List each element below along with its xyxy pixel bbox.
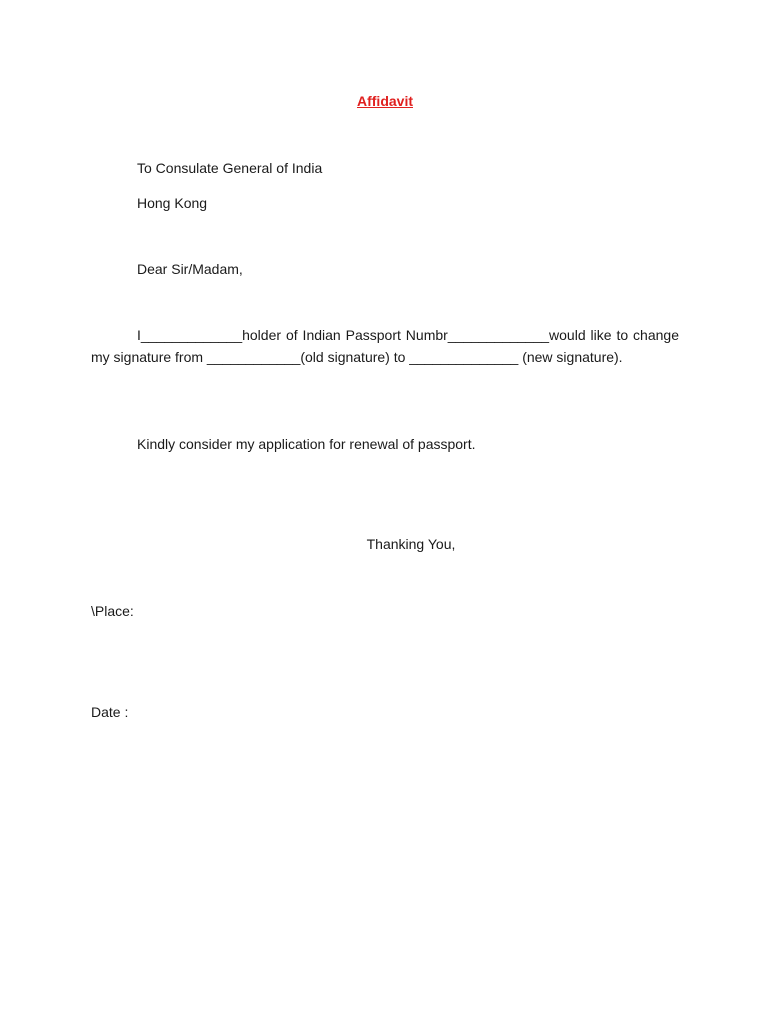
place-label: \Place:	[91, 603, 134, 619]
salutation: Dear Sir/Madam,	[137, 261, 243, 277]
date-label: Date :	[91, 704, 129, 720]
request-line: Kindly consider my application for renewal of passport.	[137, 436, 476, 452]
closing-line: Thanking You,	[366, 536, 456, 552]
body-paragraph: I_____________holder of Indian Passport Numbr_____________would like to change my signature from ____________(old signature) to ______________ (new signature).	[91, 327, 679, 365]
document-title: Affidavit	[357, 93, 413, 109]
recipient-line-2: Hong Kong	[137, 195, 208, 211]
recipient-line-1: To Consulate General of India	[137, 160, 323, 176]
